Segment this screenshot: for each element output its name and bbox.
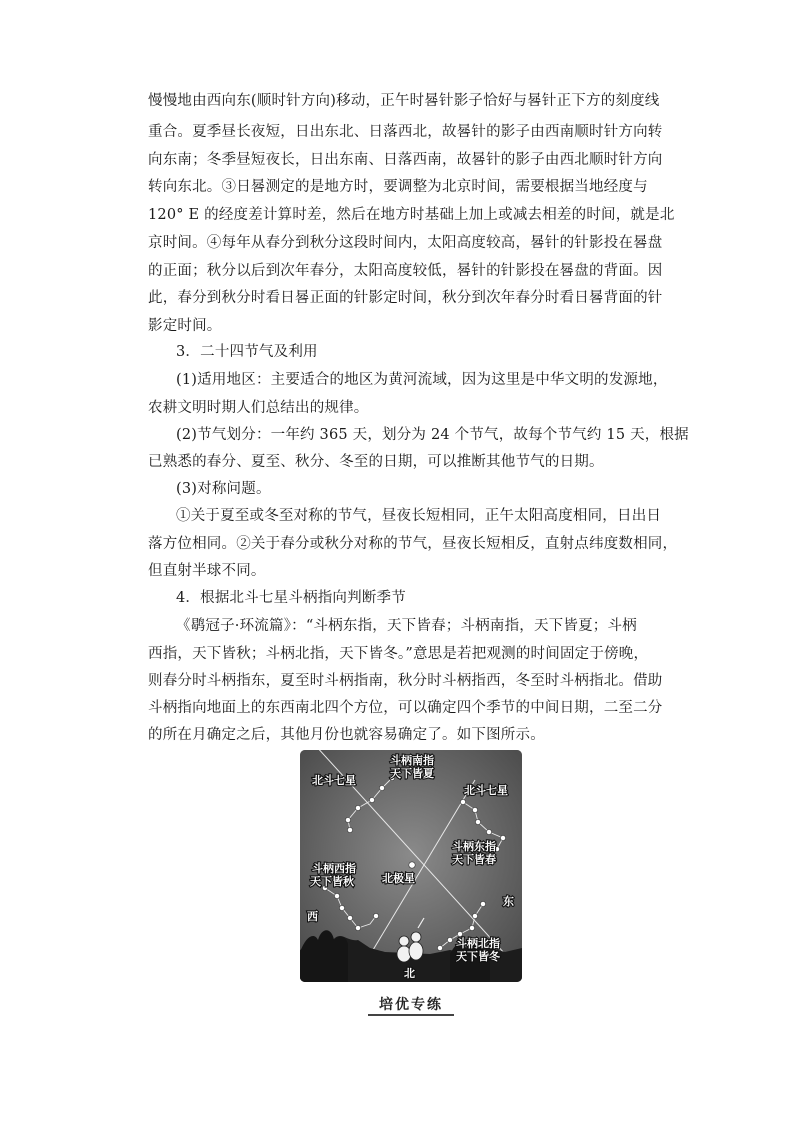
label-polaris: 北极星 [382,872,415,885]
text-line: 西指，天下皆秋；斗柄北指，天下皆冬。”意思是若把观测的时间固定于傍晚， [148,646,649,662]
big-dipper-figure [300,750,522,982]
text-line: (3)对称问题。 [176,481,271,497]
text-line: ①关于夏至或冬至对称的节气，昼夜长短相同，正午太阳高度相同，日出日 [176,508,662,524]
text-line: 但直射半球不同。 [148,563,266,579]
polaris-star [409,862,415,868]
section-heading-4: 4．根据北斗七星斗柄指向判断季节 [176,590,406,606]
text-line: 重合。夏季昼长夜短，日出东北、日落西北，故晷针的影子由西南顺时针方向转 [148,124,663,140]
section-title: 培优专练 [379,997,443,1013]
section-heading-3: 3．二十四节气及利用 [176,344,318,360]
text-line: 的正面；秋分以后到次年春分，太阳高度较低，晷针的针影投在晷盘的背面。因 [148,263,663,279]
text-line: 转向东北。③日晷测定的是地方时，要调整为北京时间，需要根据当地经度与 [148,179,648,195]
label-west-line1: 斗柄西指 [312,862,356,875]
label-north: 北 [404,967,415,980]
text-line: 农耕文明时期人们总结出的规律。 [148,400,369,416]
label-south-line2: 天下皆夏 [390,767,434,780]
label-west-line2: 天下皆秋 [310,875,354,888]
text-line: 落方位相同。②关于春分或秋分对称的节气，昼夜长短相反，直射点纬度数相同， [148,536,678,552]
text-line: 京时间。④每年从春分到秋分这段时间内，太阳高度较高，晷针的针影投在晷盘 [148,235,663,251]
label-north-line1: 斗柄北指 [456,937,500,950]
section-title-underline [368,1014,454,1016]
text-line: 已熟悉的春分、夏至、秋分、冬至的日期，可以推断其他节气的日期。 [148,454,604,470]
label-dipper-right: 北斗七星 [464,784,508,797]
text-line: 慢慢地由西向东(顺时针方向)移动，正午时晷针影子恰好与晷针正下方的刻度线 [148,93,660,109]
text-line: 的所在月确定之后，其他月份也就容易确定了。如下图所示。 [148,727,545,743]
label-west: 西 [307,910,318,923]
text-line: (2)节气划分：一年约 365 天，划分为 24 个节气，故每个节气约 15 天，根据 [176,427,689,443]
text-line: (1)适用地区：主要适合的地区为黄河流域，因为这里是中华文明的发源地， [176,372,668,388]
text-line: 斗柄指向地面上的东西南北四个方位，可以确定四个季节的中间日期，二至二分 [148,700,663,716]
label-east-line2: 天下皆春 [452,853,496,866]
text-line: 影定时间。 [148,318,222,334]
text-line: 《鹖冠子·环流篇》：“斗柄东指，天下皆春；斗柄南指，天下皆夏；斗柄 [176,618,637,634]
label-south-line1: 斗柄南指 [390,754,434,767]
text-line: 向东南；冬季昼短夜长，日出东南、日落西南，故晷针的影子由西北顺时针方向 [148,152,663,168]
label-east: 东 [503,895,514,908]
text-line: 此，春分到秋分时看日晷正面的针影定时间，秋分到次年春分时看日晷背面的针 [148,290,663,306]
label-dipper-left: 北斗七星 [312,774,356,787]
label-north-line2: 天下皆冬 [456,950,500,963]
text-line: 120° E 的经度差计算时差，然后在地方时基础上加上或减去相差的时间，就是北 [148,207,675,223]
text-line: 则春分时斗柄指东，夏至时斗柄指南，秋分时斗柄指西，冬至时斗柄指北。借助 [148,673,663,689]
label-east-line1: 斗柄东指 [452,840,496,853]
